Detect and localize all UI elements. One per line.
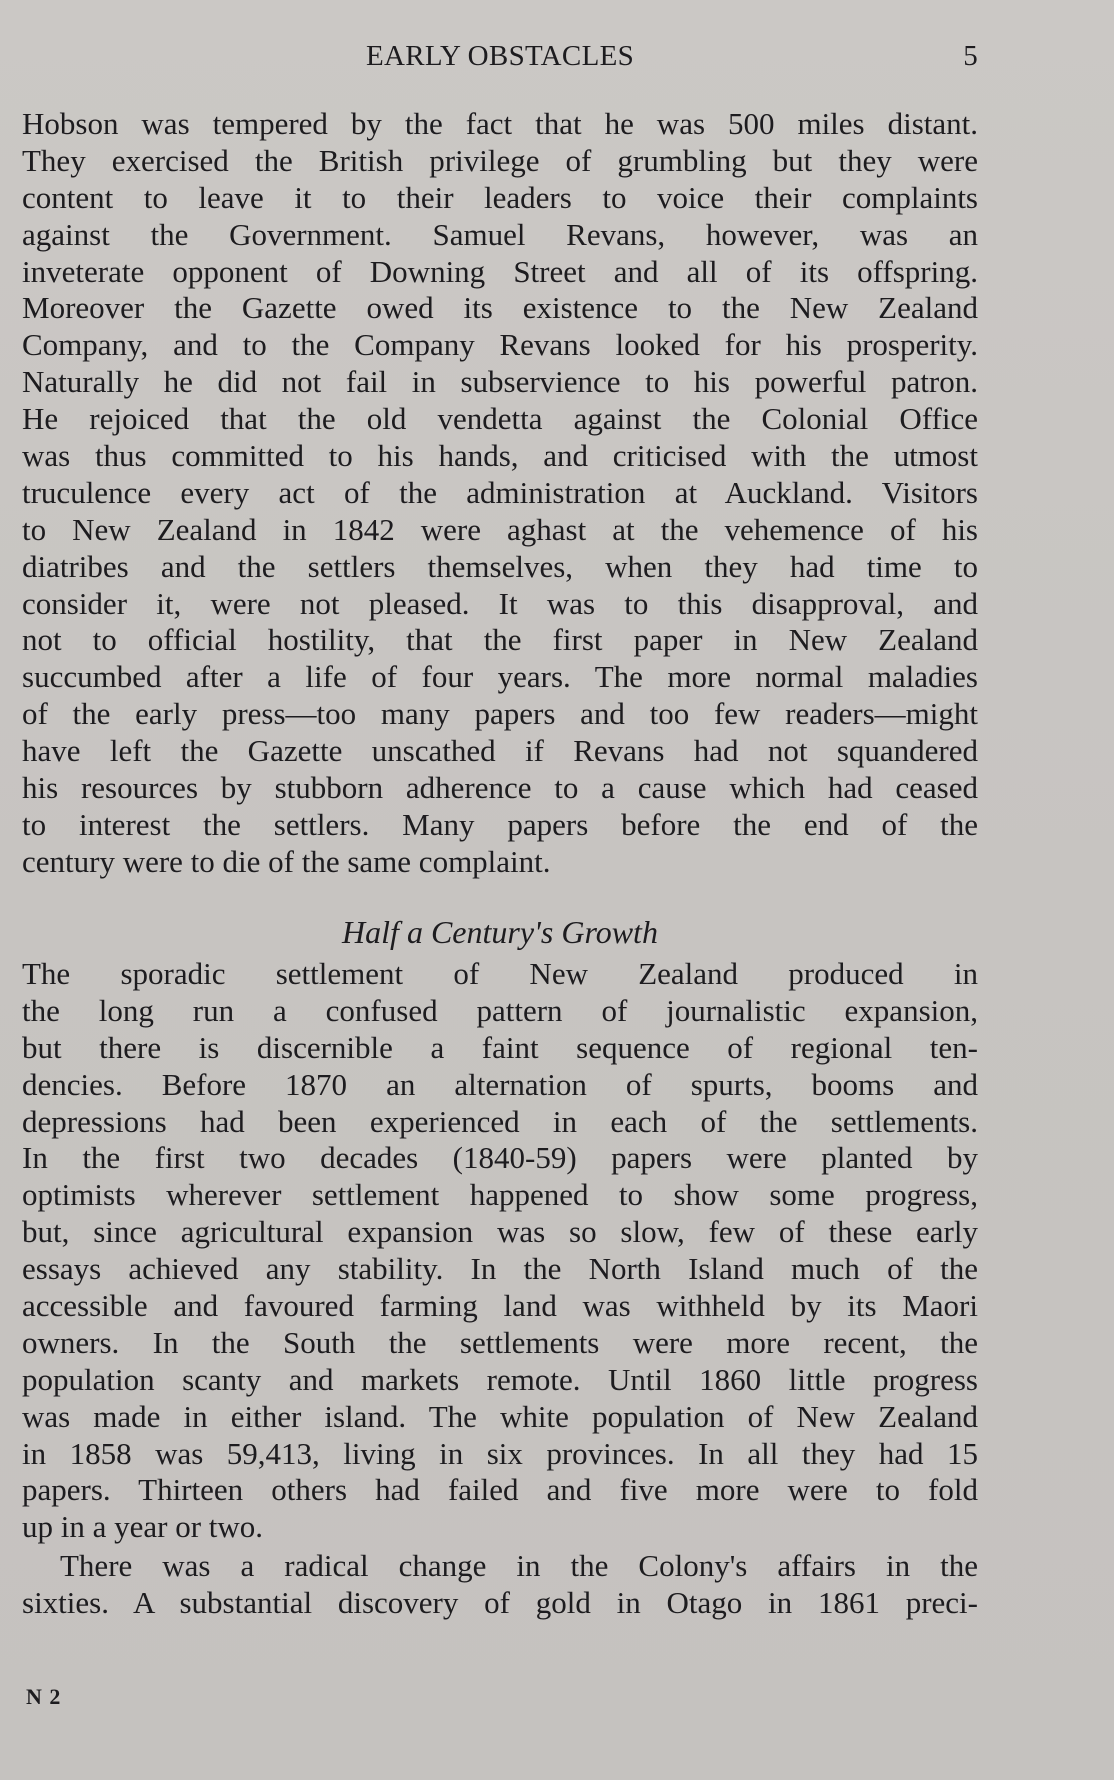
text-line: Company, and to the Company Revans looked for his prosperity. [22,327,978,363]
text-line: consider it, were not pleased. It was to this disapproval, and [22,585,978,621]
text-line: was thus committed to his hands, and criticised with the utmost [22,438,978,474]
text-line: Moreover the Gazette owed its existence to the New Zealand [22,290,978,326]
text-line: Hobson was tempered by the fact that he was 500 miles distant. [22,106,978,141]
text-line: There was a radical change in the Colony's affairs in the [60,1548,978,1583]
text-line: have left the Gazette unscathed if Revans had not squandered [22,733,978,769]
running-title: EARLY OBSTACLES [365,40,635,72]
text-line: dencies. Before 1870 an alternation of spurts, booms and [22,1066,978,1102]
text-line: in 1858 was 59,413, living in six provinces. In all they had 15 [22,1435,978,1471]
text-line: inveterate opponent of Downing Street and all of its offspring. [22,253,978,289]
text-line: his resources by stubborn adherence to a cause which had ceased [22,770,978,806]
text-line: owners. In the South the settlements were more recent, the [22,1324,978,1360]
text-line: but there is discernible a faint sequence of regional ten- [22,1029,978,1065]
page-number: 5 [963,40,978,72]
paragraph-2 [22,956,978,1546]
text-line: content to leave it to their leaders to voice their complaints [22,179,978,215]
text-line: against the Government. Samuel Revans, however, was an [22,216,978,252]
text-line: century were to die of the same complaint. [22,843,551,879]
text-line: optimists wherever settlement happened to show some progress, [22,1177,978,1213]
text-line: to New Zealand in 1842 were aghast at the vehemence of his [22,511,978,547]
text-line: sixties. A substantial discovery of gold in Otago in 1861 preci- [22,1584,978,1620]
section-heading: Half a Century's Growth [342,914,658,950]
text-line: depressions had been experienced in each of the settlements. [22,1103,978,1139]
text-line: They exercised the British privilege of grumbling but they were [22,142,978,178]
paragraph-3 [22,1548,978,1622]
text-line: of the early press—too many papers and too few readers—might [22,696,978,732]
text-line: not to official hostility, that the first paper in New Zealand [22,622,978,658]
text-line: He rejoiced that the old vendetta against the Colonial Office [22,401,978,437]
text-line: In the first two decades (1840-59) papers were planted by [22,1140,978,1176]
text-line: population scanty and markets remote. Until 1860 little progress [22,1361,978,1397]
text-line: truculence every act of the administration at Auckland. Visitors [22,474,978,510]
text-line: papers. Thirteen others had failed and five more were to fold [22,1472,978,1508]
text-line: but, since agricultural expansion was so slow, few of these early [22,1214,978,1250]
text-line: to interest the settlers. Many papers before the end of the [22,806,978,842]
text-line: was made in either island. The white population of New Zealand [22,1398,978,1434]
text-line: Naturally he did not fail in subservience to his powerful patron. [22,364,978,400]
paragraph-1 [22,106,978,881]
text-line: essays achieved any stability. In the North Island much of the [22,1251,978,1287]
text-line: diatribes and the settlers themselves, when they had time to [22,548,978,584]
running-head [22,40,978,80]
text-line: succumbed after a life of four years. The more normal maladies [22,659,978,695]
text-line: the long run a confused pattern of journalistic expansion, [22,992,978,1028]
text-line: accessible and favoured farming land was withheld by its Maori [22,1288,978,1324]
text-line: The sporadic settlement of New Zealand produced in [22,956,978,991]
signature-mark: N 2 [26,1684,62,1709]
text-line: up in a year or two. [22,1509,264,1545]
